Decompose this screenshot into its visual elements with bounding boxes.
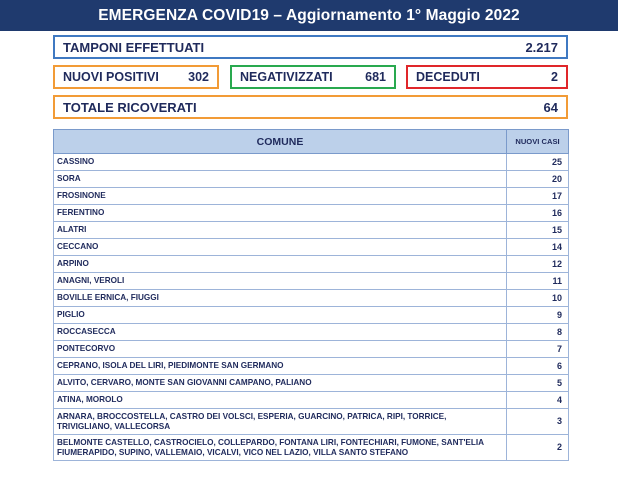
- casi-cell: 10: [507, 290, 569, 307]
- casi-cell: 16: [507, 205, 569, 222]
- tamponi-box: [53, 35, 568, 59]
- comune-cell: BELMONTE CASTELLO, CASTROCIELO, COLLEPARDO, FONTANA LIRI, FONTECHIARI, FUMONE, SANT'ELIA FIUMERAPIDO, SUPINO, VALLEMAIO, VICALVI, VICO NEL LAZIO, VILLA SANTO STEFANO: [54, 435, 507, 461]
- casi-cell: 9: [507, 307, 569, 324]
- table-row: [54, 409, 569, 435]
- casi-cell: 17: [507, 188, 569, 205]
- table-row: [54, 307, 569, 324]
- comune-cell: CECCANO: [54, 239, 507, 256]
- negativizzati-label: NEGATIVIZZATI: [240, 70, 333, 84]
- comune-cell: ALATRI: [54, 222, 507, 239]
- page-title: EMERGENZA COVID19 – Aggiornamento 1° Maggio 2022: [0, 0, 618, 31]
- table-row: [54, 154, 569, 171]
- negativizzati-box: [230, 65, 396, 89]
- deceduti-box: [406, 65, 568, 89]
- table-row: [54, 256, 569, 273]
- table-row: [54, 188, 569, 205]
- casi-cell: 3: [507, 409, 569, 435]
- comune-cell: CASSINO: [54, 154, 507, 171]
- comune-cell: ARPINO: [54, 256, 507, 273]
- casi-cell: 7: [507, 341, 569, 358]
- table-row: [54, 324, 569, 341]
- comune-cell: PONTECORVO: [54, 341, 507, 358]
- comune-cell: ARNARA, BROCCOSTELLA, CASTRO DEI VOLSCI, ESPERIA, GUARCINO, PATRICA, RIPI, TORRICE, TRIVIGLIANO, VALLECORSA: [54, 409, 507, 435]
- positivi-box: [53, 65, 219, 89]
- casi-cell: 25: [507, 154, 569, 171]
- table-row: [54, 392, 569, 409]
- table-row: [54, 290, 569, 307]
- casi-cell: 12: [507, 256, 569, 273]
- table-row: [54, 273, 569, 290]
- table-row: [54, 171, 569, 188]
- table-row: [54, 435, 569, 461]
- casi-cell: 6: [507, 358, 569, 375]
- comune-cell: ANAGNI, VEROLI: [54, 273, 507, 290]
- casi-cell: 11: [507, 273, 569, 290]
- table-row: [54, 358, 569, 375]
- positivi-label: NUOVI POSITIVI: [63, 70, 159, 84]
- comune-cell: FROSINONE: [54, 188, 507, 205]
- ricoverati-label: TOTALE RICOVERATI: [63, 99, 197, 115]
- comune-cell: PIGLIO: [54, 307, 507, 324]
- positivi-value: 302: [188, 70, 209, 84]
- casi-cell: 14: [507, 239, 569, 256]
- tamponi-value: 2.217: [525, 39, 558, 55]
- table-row: [54, 341, 569, 358]
- comune-cell: FERENTINO: [54, 205, 507, 222]
- comune-cell: SORA: [54, 171, 507, 188]
- ricoverati-box: [53, 95, 568, 119]
- comune-cell: ALVITO, CERVARO, MONTE SAN GIOVANNI CAMPANO, PALIANO: [54, 375, 507, 392]
- table-row: [54, 222, 569, 239]
- comune-cell: BOVILLE ERNICA, FIUGGI: [54, 290, 507, 307]
- casi-cell: 20: [507, 171, 569, 188]
- comune-cell: ATINA, MOROLO: [54, 392, 507, 409]
- table-header-row: [54, 130, 569, 154]
- comuni-table: [53, 129, 569, 461]
- deceduti-label: DECEDUTI: [416, 70, 480, 84]
- comune-cell: ROCCASECCA: [54, 324, 507, 341]
- casi-cell: 15: [507, 222, 569, 239]
- ricoverati-value: 64: [543, 99, 558, 115]
- table-row: [54, 239, 569, 256]
- casi-cell: 5: [507, 375, 569, 392]
- deceduti-value: 2: [551, 70, 558, 84]
- negativizzati-value: 681: [365, 70, 386, 84]
- casi-cell: 8: [507, 324, 569, 341]
- comune-column-header: COMUNE: [54, 130, 507, 154]
- casi-column-header: NUOVI CASI: [507, 130, 569, 154]
- casi-cell: 4: [507, 392, 569, 409]
- casi-cell: 2: [507, 435, 569, 461]
- table-row: [54, 375, 569, 392]
- comune-cell: CEPRANO, ISOLA DEL LIRI, PIEDIMONTE SAN GERMANO: [54, 358, 507, 375]
- tamponi-label: TAMPONI EFFETTUATI: [63, 39, 205, 55]
- table-row: [54, 205, 569, 222]
